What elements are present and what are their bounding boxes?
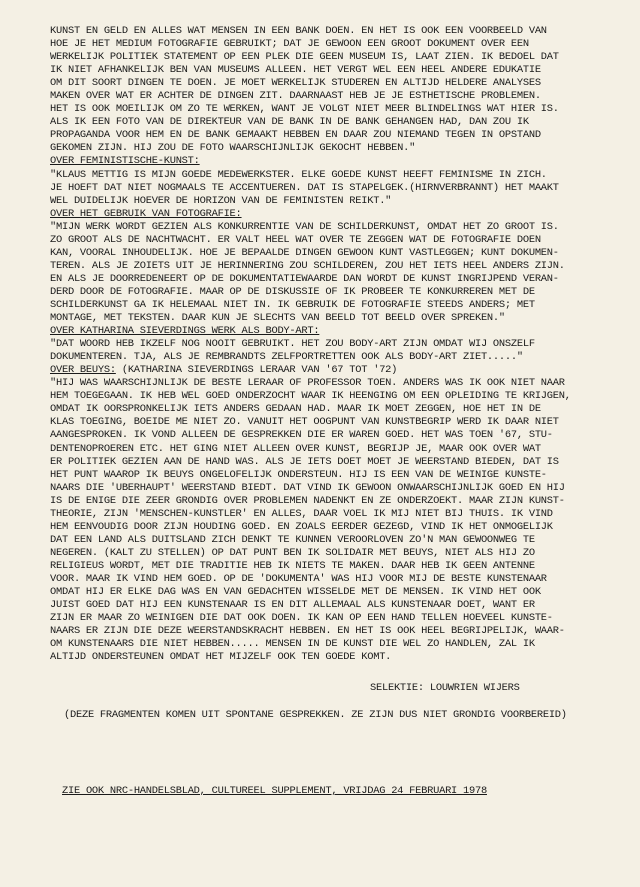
text-line: DAT EEN LAND ALS DUITSLAND ZICH DENKT TE KUNNEN VEROORLOVEN ZO'N MAN GEWOONWEG TE [50, 533, 535, 546]
text-line: PROPAGANDA VOOR HEM EN DE BANK GEMAAKT HEBBEN EN DAAR ZOU NIEMAND TEGEN IN OPSTAND [50, 129, 541, 142]
text-line: "DAT WOORD HEB IKZELF NOG NOOIT GEBRUIKT. HET ZOU BODY-ART ZIJN OMDAT WIJ ONSZELF [50, 338, 535, 351]
text-line: HET PUNT WAAROP IK BEUYS ONGELOFELIJK ONDERSTEUN. HIJ IS EEN VAN DE WEINIGE KUNSTE- [50, 468, 547, 481]
text-line: DENTENOPROEREN ETC. HET GING NIET ALLEEN OVER KUNST, BEGRIJP JE, MAAR OOK OVER WAT [50, 442, 541, 455]
section-body-art [50, 325, 610, 364]
text-line: NEGEREN. (KALT ZU STELLEN) OP DAT PUNT BEN IK SOLIDAIR MET BEUYS, NIET ALS HIJ ZO [50, 546, 535, 559]
section-heading-line [50, 208, 610, 221]
text-line: HEM EENVOUDIG DOOR ZIJN HOUDING GOED. EN ZOALS EERDER GEZEGD, VIND IK HET ONMOGELIJK [50, 520, 553, 533]
text-line: SCHILDERKUNST GA IK HELEMAAL NIET IN. IK GEBRUIK DE FOTOGRAFIE STEEDS ANDERS; MET [50, 298, 535, 311]
text-line: IS DE ENIGE DIE ZEER GRONDIG OVER PROBLEMEN NADENKT EN ZE ONDERZOEKT. MAAR ZIJN KUNST- [50, 494, 565, 507]
text-line: NAARS ER ZIJN DIE DEZE WEERSTANDSKRACHT HEBBEN. EN HET IS OOK HEEL BEGRIJPELIJK, WAAR- [50, 625, 565, 638]
text-line: "KLAUS METTIG IS MIJN GOEDE MEDEWERKSTER. ELKE GOEDE KUNST HEEFT FEMINISME IN ZICH. [50, 168, 547, 181]
fragments-note: (DEZE FRAGMENTEN KOMEN UIT SPONTANE GESPREKKEN. ZE ZIJN DUS NIET GRONDIG VOORBEREID) [64, 709, 567, 721]
text-line: ALTIJD ONDERSTEUNEN OMDAT HET MIJZELF OOK TEN GOEDE KOMT. [50, 651, 392, 664]
text-line: JE HOEFT DAT NIET NOGMAALS TE ACCENTUEREN. DAT IS STAPELGEK.(HIRNVERBRANNT) HET MAAKT [50, 181, 559, 194]
text-line: WEL DUIDELIJK HOEVER DE HORIZON VAN DE FEMINISTEN REIKT." [50, 194, 392, 207]
text-line: OMDAT IK OORSPRONKELIJK IETS ANDERS GEDAAN HAD. MAAR IK MOET ZEGGEN, HOE HET IN DE [50, 403, 541, 416]
section-heading: OVER HET GEBRUIK VAN FOTOGRAFIE: [50, 207, 242, 220]
section-heading-suffix: (KATHARINA SIEVERDINGS LERAAR VAN '67 TOT '72) [115, 364, 398, 377]
text-line: HOE JE HET MEDIUM FOTOGRAFIE GEBRUIKT; DAT JE GEWOON EEN GROOT DOKUMENT OVER EEN [50, 38, 529, 51]
text-line: OMDAT HIJ ER ELKE DAG WAS EN VAN GEDACHTEN WISSELDE MET DE MENSEN. IK VIND HET OOK [50, 586, 541, 599]
text-line: AANGESPROKEN. IK VOND ALLEEN DE GESPREKKEN DIE ER WAREN GOED. HET WAS TOEN '67, STU- [50, 429, 553, 442]
text-line: THEORIE, ZIJN 'MENSCHEN-KUNSTLER' EN ALLES, DAAR VOEL IK MIJ NIET BIJ THUIS. IK VIND [50, 507, 553, 520]
text-line: IK NIET AFHANKELIJK BEN VAN MUSEUMS ALLEEN. HET VERGT WEL EEN HEEL ANDERE EDUKATIE [50, 64, 541, 77]
text-line: VOOR. MAAR IK VIND HEM GOED. OP DE 'DOKUMENTA' WAS HIJ VOOR MIJ DE BESTE KUNSTENAAR [50, 572, 547, 585]
text-line: KAN, VOORAL INHOUDELIJK. HOE JE BEPAALDE DINGEN GEWOON KUNT VASTLEGGEN; KUNT DOKUMEN- [50, 246, 559, 259]
text-line: TEREN. ALS JE ZOIETS UIT JE HERINNERING ZOU SCHILDEREN, ZOU HET IETS HEEL ANDERS ZIJN. [50, 259, 565, 272]
section-beuys [50, 364, 610, 664]
section-heading-line [50, 364, 610, 377]
section-feminist-art [50, 155, 610, 207]
text-line: HET IS OOK MOEILIJK OM ZO TE WERKEN, WANT JE VOLGT NIET MEER BLINDELINGS WAT HIER IS. [50, 103, 559, 116]
text-line: JUIST GOED DAT HIJ EEN KUNSTENAAR IS EN DIT ALLEMAAL ALS KUNSTENAAR DOET, WANT ER [50, 599, 535, 612]
text-line: HEM TOEGEGAAN. IK HEB WEL GOED ONDERZOCHT WAAR IK HEENGING OM EEN OPLEIDING TE KRIJGEN, [50, 390, 571, 403]
text-line: ZO GROOT ALS DE NACHTWACHT. ER VALT HEEL WAT OVER TE ZEGGEN WAT DE FOTOGRAFIE DOEN [50, 233, 541, 246]
intro-paragraph [50, 25, 610, 155]
text-line: GEKOMEN ZIJN. HIJ ZOU DE FOTO WAARSCHIJNLIJK GEKOCHT HEBBEN." [50, 142, 416, 155]
text-line: "MIJN WERK WORDT GEZIEN ALS KONKURRENTIE VAN DE SCHILDERKUNST, OMDAT HET ZO GROOT IS. [50, 220, 559, 233]
text-line: EN ALS JE DOORREDENEERT OP DE DOKUMENTATIEWAARDE DAN WORDT DE KUNST INGRIJPEND VERAN- [50, 272, 559, 285]
text-line: RELIGIEUS WORDT, MET DIE TRADITIE HEB IK NIETS TE MAKEN. DAAR HEB IK GEEN ANTENNE [50, 559, 535, 572]
source-reference: ZIE OOK NRC-HANDELSBLAD, CULTUREEL SUPPLEMENT, VRIJDAG 24 FEBRUARI 1978 [62, 785, 487, 797]
text-line: ZIJN ER MAAR ZO WEINIGEN DIE DAT OOK DOEN. IK KAN OP EEN HAND TELLEN HOEVEEL KUNSTE- [50, 612, 553, 625]
text-line: DOKUMENTEREN. TJA, ALS JE REMBRANDTS ZELFPORTRETTEN OOK ALS BODY-ART ZIET....." [50, 351, 523, 364]
selection-credit: SELEKTIE: LOUWRIEN WIJERS [370, 682, 520, 694]
section-heading-line [50, 325, 610, 338]
text-line: ER POLITIEK GEZIEN AAN DE HAND WAS. ALS JE IETS DOET MOET JE WEERSTAND BIEDEN, DAT IS [50, 455, 559, 468]
text-line: NAARS DIE 'UBERHAUPT' WEERSTAND BIEDT. DAT VIND IK GEWOON ONWAARSCHIJNLIJK GOED EN HIJ [50, 481, 565, 494]
section-photography [50, 208, 610, 325]
text-line: ALS IK EEN FOTO VAN DE DIREKTEUR VAN DE BANK IN DE BANK GEHANGEN HAD, DAN ZOU IK [50, 116, 529, 129]
text-line: KUNST EN GELD EN ALLES WAT MENSEN IN EEN BANK DOEN. EN HET IS OOK EEN VOORBEELD VAN [50, 25, 547, 37]
text-line: DERD DOOR DE FOTOGRAFIE. MAAR OP DE DISKUSSIE OF IK PROBEER TE KONKURREREN MET DE [50, 285, 535, 298]
text-line: KLAS TOEGING, BOEIDE ME NIET ZO. VANUIT HET OOGPUNT VAN KUNSTBEGRIP WERD IK DAAR NIET [50, 416, 559, 429]
text-line: "HIJ WAS WAARSCHIJNLIJK DE BESTE LERAAR OF PROFESSOR TOEN. ANDERS WAS IK OOK NIET NAAR [50, 377, 565, 390]
section-heading-line [50, 155, 610, 168]
section-heading: OVER BEUYS: [50, 364, 116, 377]
text-line: OM DIT SOORT DINGEN TE DOEN. JE MOET WERKELIJK STUDEREN EN ALTIJD HELDERE ANALYSES [50, 77, 541, 90]
text-line: OM KUNSTENAARS DIE NIET HEBBEN..... MENSEN IN DE KUNST DIE WEL ZO HANDLEN, ZAL IK [50, 638, 535, 651]
interview-text [50, 25, 610, 664]
section-heading: OVER KATHARINA SIEVERDINGS WERK ALS BODY-ART: [50, 325, 320, 338]
text-line: MAKEN OVER WAT ER ACHTER DE DINGEN ZIT. DAARNAAST HEB JE JE ESTHETISCHE PROBLEMEN. [50, 90, 541, 103]
section-heading: OVER FEMINISTISCHE-KUNST: [50, 155, 200, 168]
text-line: WERKELIJK POLITIEK STATEMENT OP EEN PLEK DIE GEEN MUSEUM IS, LAAT ZIEN. IK BEDOEL DAT [50, 51, 559, 64]
text-line: MONTAGE, MET TEKSTEN. DAAR KUN JE SLECHTS VAN BEELD TOT BEELD OVER SPREKEN." [50, 312, 505, 325]
